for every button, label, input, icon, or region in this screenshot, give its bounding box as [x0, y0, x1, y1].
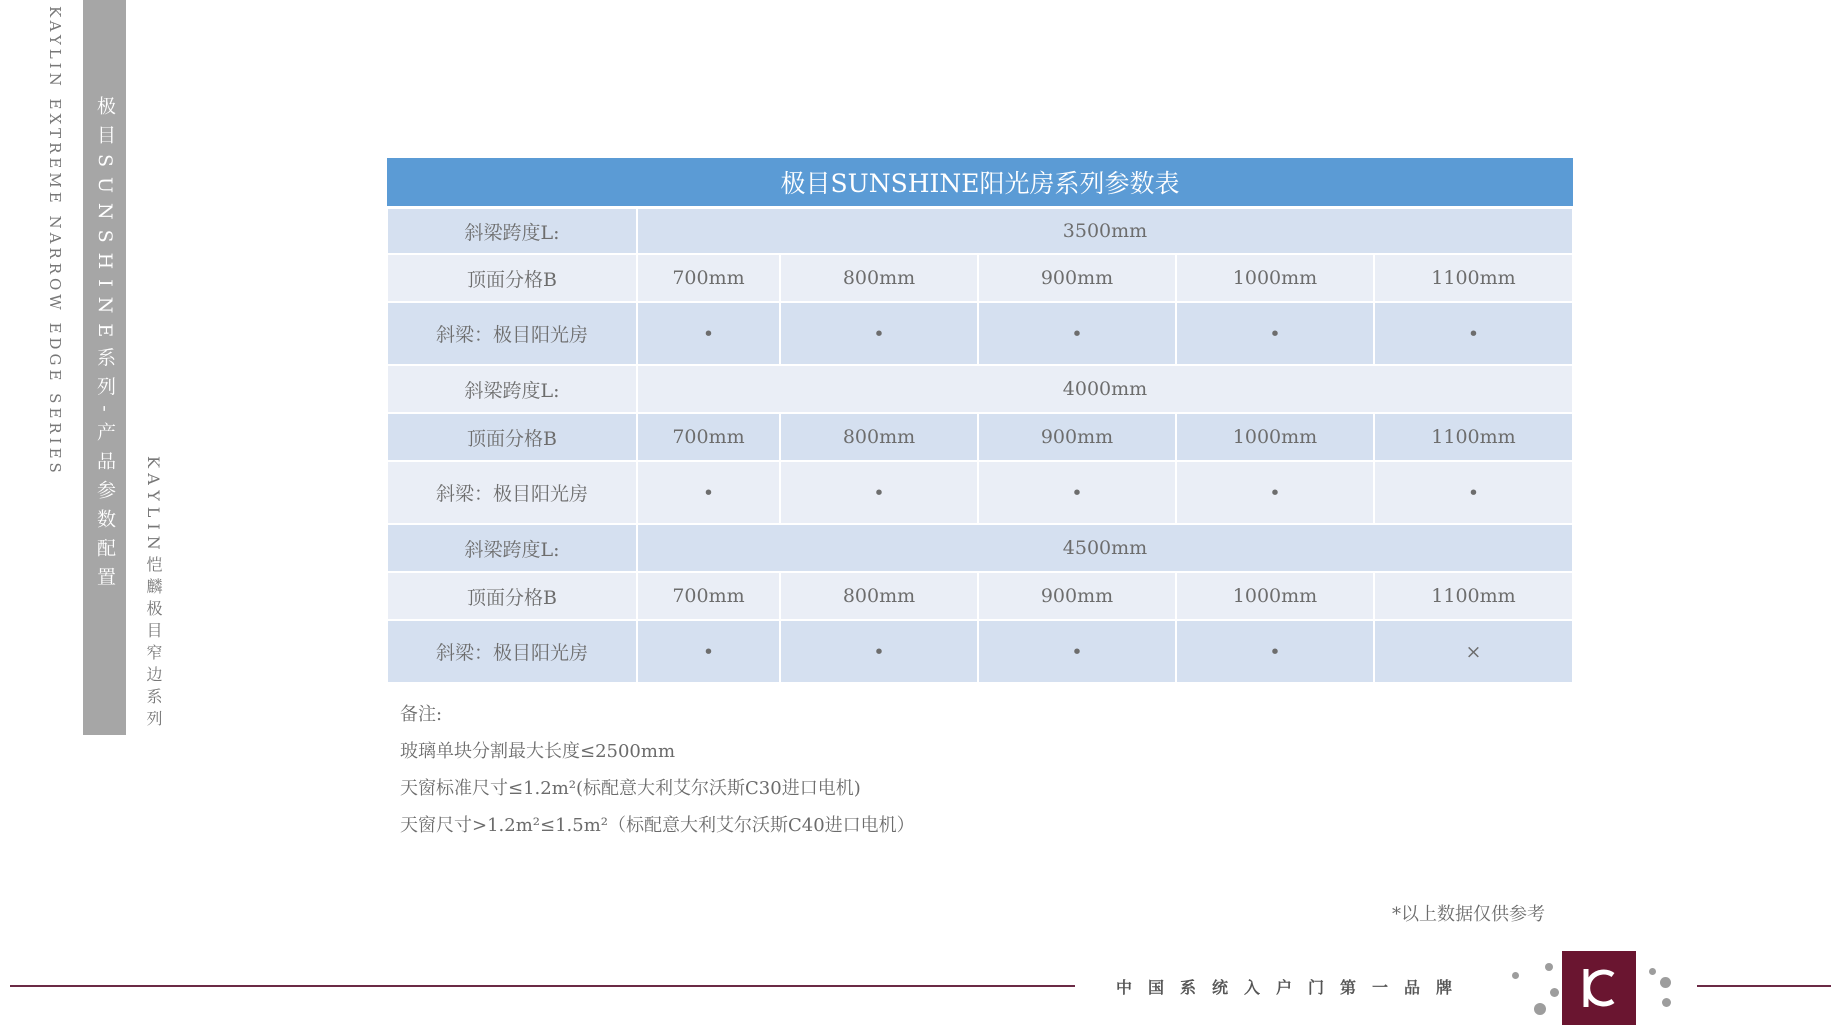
availability-dot: • [637, 302, 780, 365]
grid-value: 700mm [637, 413, 780, 461]
table-row-product [387, 620, 1573, 683]
availability-dot: • [780, 302, 978, 365]
footer-divider-left [10, 985, 1075, 987]
grid-value: 800mm [780, 254, 978, 302]
product-label: 斜梁：极目阳光房 [387, 461, 637, 524]
availability-dot: • [978, 620, 1176, 683]
decor-dot [1649, 968, 1656, 975]
span-label: 斜梁跨度L: [387, 524, 637, 572]
note-line: 天窗尺寸>1.2m²≤1.5m²（标配意大利艾尔沃斯C40进口电机） [400, 815, 915, 836]
grid-value: 900mm [978, 413, 1176, 461]
grid-label: 顶面分格B [387, 254, 637, 302]
grid-value: 1100mm [1374, 413, 1573, 461]
grid-value: 800mm [780, 572, 978, 620]
grid-value: 700mm [637, 572, 780, 620]
availability-dot: • [780, 461, 978, 524]
decor-dot [1550, 988, 1559, 997]
grid-value: 1100mm [1374, 254, 1573, 302]
span-label: 斜梁跨度L: [387, 208, 637, 255]
availability-dot: • [637, 461, 780, 524]
note-line: 玻璃单块分割最大长度≤2500mm [400, 741, 676, 762]
grid-value: 1100mm [1374, 572, 1573, 620]
span-value: 3500mm [637, 208, 1573, 255]
brand-logo [1562, 951, 1636, 1025]
grid-label: 顶面分格B [387, 572, 637, 620]
grid-value: 700mm [637, 254, 780, 302]
footer-slogan: 中国系统入户门第一品牌 [1116, 978, 1469, 997]
table-title: 极目SUNSHINE阳光房系列参数表 [387, 158, 1573, 208]
grid-value: 1000mm [1176, 572, 1374, 620]
availability-dot: • [637, 620, 780, 683]
availability-dot: • [1374, 461, 1573, 524]
unavailable-cross: × [1374, 620, 1573, 683]
span-value: 4500mm [637, 524, 1573, 572]
decor-dot [1660, 977, 1671, 988]
span-label: 斜梁跨度L: [387, 365, 637, 413]
table-row-span [387, 365, 1573, 413]
decor-dot [1534, 1003, 1546, 1015]
grid-value: 900mm [978, 572, 1176, 620]
grid-value: 1000mm [1176, 413, 1374, 461]
sidebar-brand: KAYLIN恺麟极目窄边系列 [144, 456, 163, 732]
availability-dot: • [1374, 302, 1573, 365]
availability-dot: • [1176, 302, 1374, 365]
availability-dot: • [1176, 620, 1374, 683]
table-row-grid [387, 254, 1573, 302]
product-label: 斜梁：极目阳光房 [387, 302, 637, 365]
grid-value: 1000mm [1176, 254, 1374, 302]
kc-logo-mark [1562, 951, 1636, 1025]
footer-divider-right [1697, 985, 1831, 987]
product-label: 斜梁：极目阳光房 [387, 620, 637, 683]
table-row-grid [387, 413, 1573, 461]
grid-value: 800mm [780, 413, 978, 461]
notes [400, 696, 915, 844]
grid-value: 900mm [978, 254, 1176, 302]
reference-note: *以上数据仅供参考 [1392, 904, 1545, 925]
sidebar-title: 极目SUNSHINE系列-产品参数配置 [94, 96, 116, 596]
table-row-span [387, 208, 1573, 255]
table-row-grid [387, 572, 1573, 620]
availability-dot: • [1176, 461, 1374, 524]
availability-dot: • [978, 461, 1176, 524]
sidebar-english-series: KAYLIN EXTREME NARROW EDGE SERIES [46, 6, 64, 477]
logo-c-arc [1588, 972, 1613, 1004]
notes-heading: 备注: [400, 704, 443, 725]
grid-label: 顶面分格B [387, 413, 637, 461]
note-line: 天窗标准尺寸≤1.2m²(标配意大利艾尔沃斯C30进口电机) [400, 778, 861, 799]
decor-dot [1662, 998, 1671, 1007]
span-value: 4000mm [637, 365, 1573, 413]
decor-dot [1545, 963, 1553, 971]
availability-dot: • [978, 302, 1176, 365]
table-row-product [387, 461, 1573, 524]
decor-dot [1512, 972, 1519, 979]
availability-dot: • [780, 620, 978, 683]
table-row-product [387, 302, 1573, 365]
table-row-span [387, 524, 1573, 572]
parameter-table [386, 158, 1574, 684]
